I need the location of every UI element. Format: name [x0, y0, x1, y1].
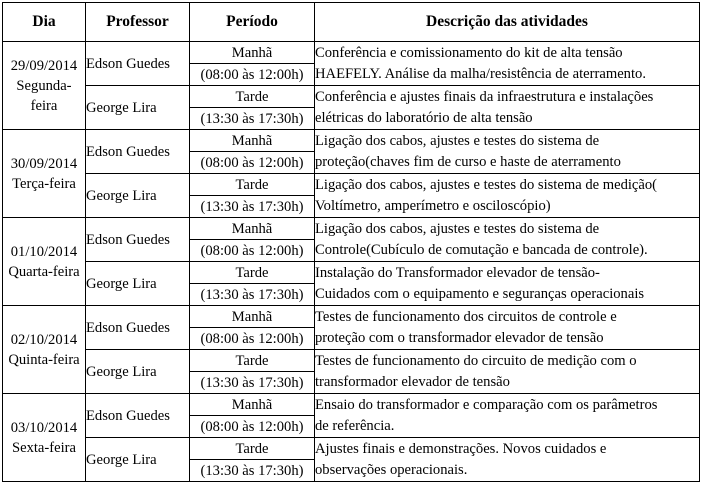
description-line: Testes de funcionamento dos circuitos de controle e	[315, 306, 700, 328]
day-weekday: Terça-feira	[12, 175, 76, 192]
description-line: de referência.	[315, 416, 700, 438]
description-line: Cuidados com o equipamento e seguranças operacionais	[315, 284, 700, 306]
period-name: Manhã	[190, 218, 315, 240]
description-line: Controle(Cubículo de comutação e bancada de controle).	[315, 240, 700, 262]
period-time: (13:30 às 17:30h)	[190, 284, 315, 306]
period-time: (13:30 às 17:30h)	[190, 372, 315, 394]
table-row	[3, 130, 700, 152]
day-cell	[3, 218, 86, 306]
table-row	[3, 218, 700, 240]
description-line: Ligação dos cabos, ajustes e testes do sistema de	[315, 218, 700, 240]
description-line: Ajustes finais e demonstrações. Novos cuidados e	[315, 438, 700, 460]
period-time: (08:00 às 12:00h)	[190, 416, 315, 438]
period-name: Tarde	[190, 262, 315, 284]
period-name: Manhã	[190, 394, 315, 416]
day-weekday-cont: feira	[30, 97, 58, 114]
day-date: 01/10/2014	[10, 243, 78, 260]
description-line: proteção(chaves fim de curso e haste de aterramento	[315, 152, 700, 174]
header-period: Período	[190, 3, 315, 42]
period-time: (08:00 às 12:00h)	[190, 328, 315, 350]
day-date: 02/10/2014	[10, 331, 78, 348]
description-line: HAEFELY. Análise da malha/resistência de aterramento.	[315, 64, 700, 86]
table-row	[3, 42, 700, 64]
day-weekday: Quarta-feira	[8, 263, 80, 280]
description-line: transformador elevador de tensão	[315, 372, 700, 394]
description-line: Conferência e ajustes finais da infraestrutura e instalações	[315, 86, 700, 108]
description-line: Instalação do Transformador elevador de tensão-	[315, 262, 700, 284]
table-row	[3, 394, 700, 416]
header-description: Descrição das atividades	[315, 3, 700, 42]
period-name: Tarde	[190, 174, 315, 196]
professor-cell: George Lira	[86, 438, 190, 482]
description-line: Testes de funcionamento do circuito de medição com o	[315, 350, 700, 372]
period-name: Tarde	[190, 86, 315, 108]
period-time: (13:30 às 17:30h)	[190, 196, 315, 218]
period-name: Manhã	[190, 306, 315, 328]
period-time: (08:00 às 12:00h)	[190, 152, 315, 174]
professor-cell: Edson Guedes	[86, 394, 190, 438]
table-row	[3, 174, 700, 196]
day-date: 03/10/2014	[10, 419, 78, 436]
day-date: 29/09/2014	[10, 57, 78, 74]
description-line: proteção com o transformador elevador de tensão	[315, 328, 700, 350]
day-cell	[3, 130, 86, 218]
period-time: (08:00 às 12:00h)	[190, 64, 315, 86]
header-professor: Professor	[86, 3, 190, 42]
schedule-table	[2, 2, 700, 482]
professor-cell: Edson Guedes	[86, 306, 190, 350]
day-weekday: Segunda-	[16, 77, 72, 94]
professor-cell: Edson Guedes	[86, 218, 190, 262]
period-time: (13:30 às 17:30h)	[190, 460, 315, 482]
professor-cell: George Lira	[86, 350, 190, 394]
professor-cell: George Lira	[86, 174, 190, 218]
description-line: observações operacionais.	[315, 460, 700, 482]
day-cell	[3, 42, 86, 130]
professor-cell: Edson Guedes	[86, 42, 190, 86]
period-name: Tarde	[190, 438, 315, 460]
day-weekday: Quinta-feira	[8, 351, 80, 368]
table-row	[3, 306, 700, 328]
professor-cell: George Lira	[86, 262, 190, 306]
description-line: elétricas do laboratório de alta tensão	[315, 108, 700, 130]
description-line: Conferência e comissionamento do kit de alta tensão	[315, 42, 700, 64]
table-row	[3, 438, 700, 460]
day-weekday: Sexta-feira	[11, 439, 76, 456]
professor-cell: George Lira	[86, 86, 190, 130]
period-name: Manhã	[190, 42, 315, 64]
period-name: Tarde	[190, 350, 315, 372]
day-cell	[3, 306, 86, 394]
period-name: Manhã	[190, 130, 315, 152]
description-line: Ligação dos cabos, ajustes e testes do sistema de	[315, 130, 700, 152]
header-row	[3, 3, 700, 42]
day-date: 30/09/2014	[10, 155, 78, 172]
description-line: Ligação dos cabos, ajustes e testes do sistema de medição(	[315, 174, 700, 196]
header-day: Dia	[3, 3, 86, 42]
table-row	[3, 350, 700, 372]
description-line: Voltímetro, amperímetro e osciloscópio)	[315, 196, 700, 218]
period-time: (08:00 às 12:00h)	[190, 240, 315, 262]
period-time: (13:30 às 17:30h)	[190, 108, 315, 130]
table-row	[3, 86, 700, 108]
table-row	[3, 262, 700, 284]
description-line: Ensaio do transformador e comparação com os parâmetros	[315, 394, 700, 416]
day-cell	[3, 394, 86, 482]
professor-cell: Edson Guedes	[86, 130, 190, 174]
